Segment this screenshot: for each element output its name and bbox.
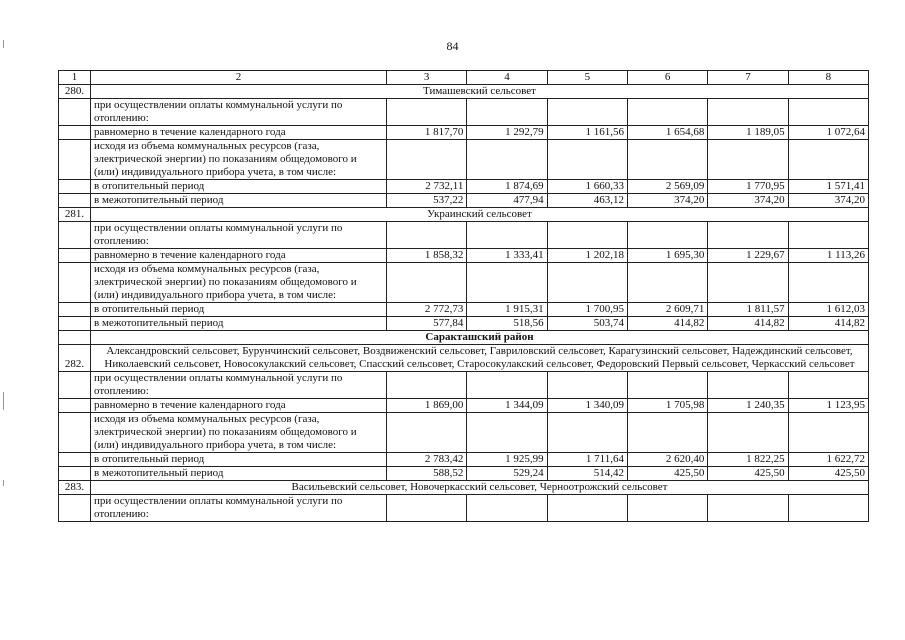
value-cell (788, 222, 868, 249)
value-cell: 529,24 (467, 467, 547, 481)
row-label: в межотопительный период (91, 194, 387, 208)
value-cell (627, 413, 707, 453)
page-number: 84 (446, 39, 459, 53)
column-header: 6 (627, 71, 707, 85)
row-label: исходя из объема коммунальных ресурсов (газа, электрической энергии) по показаниям общедомового и (или) индивидуального прибора учета, в том числе: (91, 140, 387, 180)
value-cell (387, 263, 467, 303)
value-cell (387, 413, 467, 453)
value-cell: 1 161,56 (547, 126, 627, 140)
table-row (59, 263, 869, 303)
value-cell: 588,52 (387, 467, 467, 481)
section-header-row (59, 345, 869, 372)
section-header-row (59, 208, 869, 222)
value-cell: 1 072,64 (788, 126, 868, 140)
table-row (59, 126, 869, 140)
value-cell: 477,94 (467, 194, 547, 208)
index-cell (59, 263, 91, 303)
value-cell: 414,82 (788, 317, 868, 331)
value-cell: 1 660,33 (547, 180, 627, 194)
value-cell: 374,20 (627, 194, 707, 208)
value-cell: 2 772,73 (387, 303, 467, 317)
value-cell (708, 372, 788, 399)
index-cell (59, 222, 91, 249)
district-header-row (59, 331, 869, 345)
value-cell: 1 123,95 (788, 399, 868, 413)
value-cell (708, 99, 788, 126)
value-cell (387, 495, 467, 522)
value-cell (627, 222, 707, 249)
table-row (59, 303, 869, 317)
value-cell: 463,12 (547, 194, 627, 208)
table-row (59, 317, 869, 331)
value-cell: 1 858,32 (387, 249, 467, 263)
value-cell (467, 222, 547, 249)
table-row (59, 399, 869, 413)
column-header: 5 (547, 71, 627, 85)
value-cell: 1 113,26 (788, 249, 868, 263)
section-number: 282. (59, 345, 91, 372)
value-cell: 1 229,67 (708, 249, 788, 263)
margin-mark (3, 392, 4, 410)
value-cell: 1 695,30 (627, 249, 707, 263)
value-cell: 1 869,00 (387, 399, 467, 413)
table-row (59, 180, 869, 194)
value-cell (788, 99, 868, 126)
row-label: равномерно в течение календарного года (91, 126, 387, 140)
table-row (59, 372, 869, 399)
section-title: Тимашевский сельсовет (91, 85, 869, 99)
value-cell: 1 292,79 (467, 126, 547, 140)
value-cell: 1 240,35 (708, 399, 788, 413)
value-cell: 425,50 (788, 467, 868, 481)
value-cell (627, 263, 707, 303)
value-cell: 425,50 (627, 467, 707, 481)
value-cell (467, 263, 547, 303)
value-cell (547, 413, 627, 453)
value-cell: 503,74 (547, 317, 627, 331)
value-cell (627, 140, 707, 180)
value-cell (467, 99, 547, 126)
section-header-row (59, 85, 869, 99)
column-header-row (59, 71, 869, 85)
section-title: Александровский сельсовет, Бурунчинский сельсовет, Воздвиженский сельсовет, Гавриловский сельсовет, Карагузинский сельсовет, Надеждинский сельсовет, Николаевский сельсовет, Новосокулакский сельсовет, Спасский сельсовет, Старосокулакский сельсовет, Федоровский Первый сельсовет, Черкасский сельсовет (91, 345, 869, 372)
column-header: 3 (387, 71, 467, 85)
value-cell: 2 620,40 (627, 453, 707, 467)
value-cell: 2 732,11 (387, 180, 467, 194)
row-label: при осуществлении оплаты коммунальной услуги по отоплению: (91, 222, 387, 249)
value-cell (708, 222, 788, 249)
value-cell (467, 372, 547, 399)
row-label: в отопительный период (91, 180, 387, 194)
value-cell (387, 140, 467, 180)
index-cell (59, 399, 91, 413)
section-title: Васильевский сельсовет, Новочеркасский сельсовет, Черноотрожский сельсовет (91, 481, 869, 495)
index-cell (59, 413, 91, 453)
value-cell: 1 874,69 (467, 180, 547, 194)
table-row (59, 413, 869, 453)
column-header: 1 (59, 71, 91, 85)
value-cell: 1 811,57 (708, 303, 788, 317)
district-title: Саракташский район (91, 331, 869, 345)
value-cell (547, 495, 627, 522)
value-cell: 425,50 (708, 467, 788, 481)
value-cell: 374,20 (708, 194, 788, 208)
column-header: 2 (91, 71, 387, 85)
row-label: равномерно в течение календарного года (91, 399, 387, 413)
column-header: 7 (708, 71, 788, 85)
value-cell: 1 340,09 (547, 399, 627, 413)
value-cell: 374,20 (788, 194, 868, 208)
column-header: 4 (467, 71, 547, 85)
row-label: при осуществлении оплаты коммунальной услуги по отоплению: (91, 495, 387, 522)
section-header-row (59, 481, 869, 495)
value-cell (627, 372, 707, 399)
table-row (59, 99, 869, 126)
value-cell (547, 140, 627, 180)
row-label: при осуществлении оплаты коммунальной услуги по отоплению: (91, 99, 387, 126)
section-number: 281. (59, 208, 91, 222)
value-cell: 1 612,03 (788, 303, 868, 317)
table-row (59, 453, 869, 467)
value-cell: 1 822,25 (708, 453, 788, 467)
value-cell: 1 189,05 (708, 126, 788, 140)
row-label: при осуществлении оплаты коммунальной услуги по отоплению: (91, 372, 387, 399)
row-label: в отопительный период (91, 453, 387, 467)
value-cell: 514,42 (547, 467, 627, 481)
value-cell: 1 770,95 (708, 180, 788, 194)
index-cell (59, 495, 91, 522)
value-cell (467, 140, 547, 180)
index-cell (59, 453, 91, 467)
section-number: 280. (59, 85, 91, 99)
value-cell (708, 140, 788, 180)
value-cell (387, 99, 467, 126)
value-cell: 1 915,31 (467, 303, 547, 317)
row-label: равномерно в течение календарного года (91, 249, 387, 263)
value-cell: 1 333,41 (467, 249, 547, 263)
table-row (59, 467, 869, 481)
value-cell (387, 372, 467, 399)
index-cell (59, 317, 91, 331)
table-row (59, 495, 869, 522)
value-cell (547, 372, 627, 399)
table-row (59, 194, 869, 208)
value-cell: 1 711,64 (547, 453, 627, 467)
value-cell (708, 495, 788, 522)
row-label: исходя из объема коммунальных ресурсов (газа, электрической энергии) по показаниям общедомового и (или) индивидуального прибора учета, в том числе: (91, 263, 387, 303)
table-body (59, 71, 869, 522)
value-cell: 1 622,72 (788, 453, 868, 467)
index-cell (59, 180, 91, 194)
row-label: в межотопительный период (91, 467, 387, 481)
row-label: в межотопительный период (91, 317, 387, 331)
value-cell: 1 705,98 (627, 399, 707, 413)
value-cell: 1 925,99 (467, 453, 547, 467)
margin-mark (3, 480, 4, 486)
index-cell (59, 140, 91, 180)
column-header: 8 (788, 71, 868, 85)
value-cell (788, 140, 868, 180)
value-cell: 1 654,68 (627, 126, 707, 140)
value-cell (547, 222, 627, 249)
value-cell (547, 99, 627, 126)
table-row (59, 222, 869, 249)
value-cell: 1 202,18 (547, 249, 627, 263)
value-cell (467, 495, 547, 522)
index-cell (59, 331, 91, 345)
value-cell (467, 413, 547, 453)
row-label: исходя из объема коммунальных ресурсов (газа, электрической энергии) по показаниям общедомового и (или) индивидуального прибора учета, в том числе: (91, 413, 387, 453)
value-cell (547, 263, 627, 303)
value-cell: 577,84 (387, 317, 467, 331)
index-cell (59, 126, 91, 140)
index-cell (59, 249, 91, 263)
value-cell: 414,82 (708, 317, 788, 331)
index-cell (59, 467, 91, 481)
value-cell: 1 700,95 (547, 303, 627, 317)
value-cell: 2 569,09 (627, 180, 707, 194)
table-row (59, 140, 869, 180)
value-cell: 2 609,71 (627, 303, 707, 317)
value-cell: 518,56 (467, 317, 547, 331)
value-cell (387, 222, 467, 249)
value-cell (627, 495, 707, 522)
value-cell: 1 817,70 (387, 126, 467, 140)
value-cell: 2 783,42 (387, 453, 467, 467)
section-title: Украинский сельсовет (91, 208, 869, 222)
value-cell: 1 571,41 (788, 180, 868, 194)
value-cell: 414,82 (627, 317, 707, 331)
margin-mark (3, 40, 4, 48)
value-cell (788, 495, 868, 522)
table-row (59, 249, 869, 263)
value-cell (627, 99, 707, 126)
section-number: 283. (59, 481, 91, 495)
value-cell (788, 413, 868, 453)
value-cell (788, 372, 868, 399)
value-cell (708, 263, 788, 303)
index-cell (59, 372, 91, 399)
index-cell (59, 99, 91, 126)
index-cell (59, 194, 91, 208)
value-cell: 1 344,09 (467, 399, 547, 413)
value-cell: 537,22 (387, 194, 467, 208)
index-cell (59, 303, 91, 317)
row-label: в отопительный период (91, 303, 387, 317)
value-cell (708, 413, 788, 453)
tariff-table (58, 70, 869, 522)
value-cell (788, 263, 868, 303)
